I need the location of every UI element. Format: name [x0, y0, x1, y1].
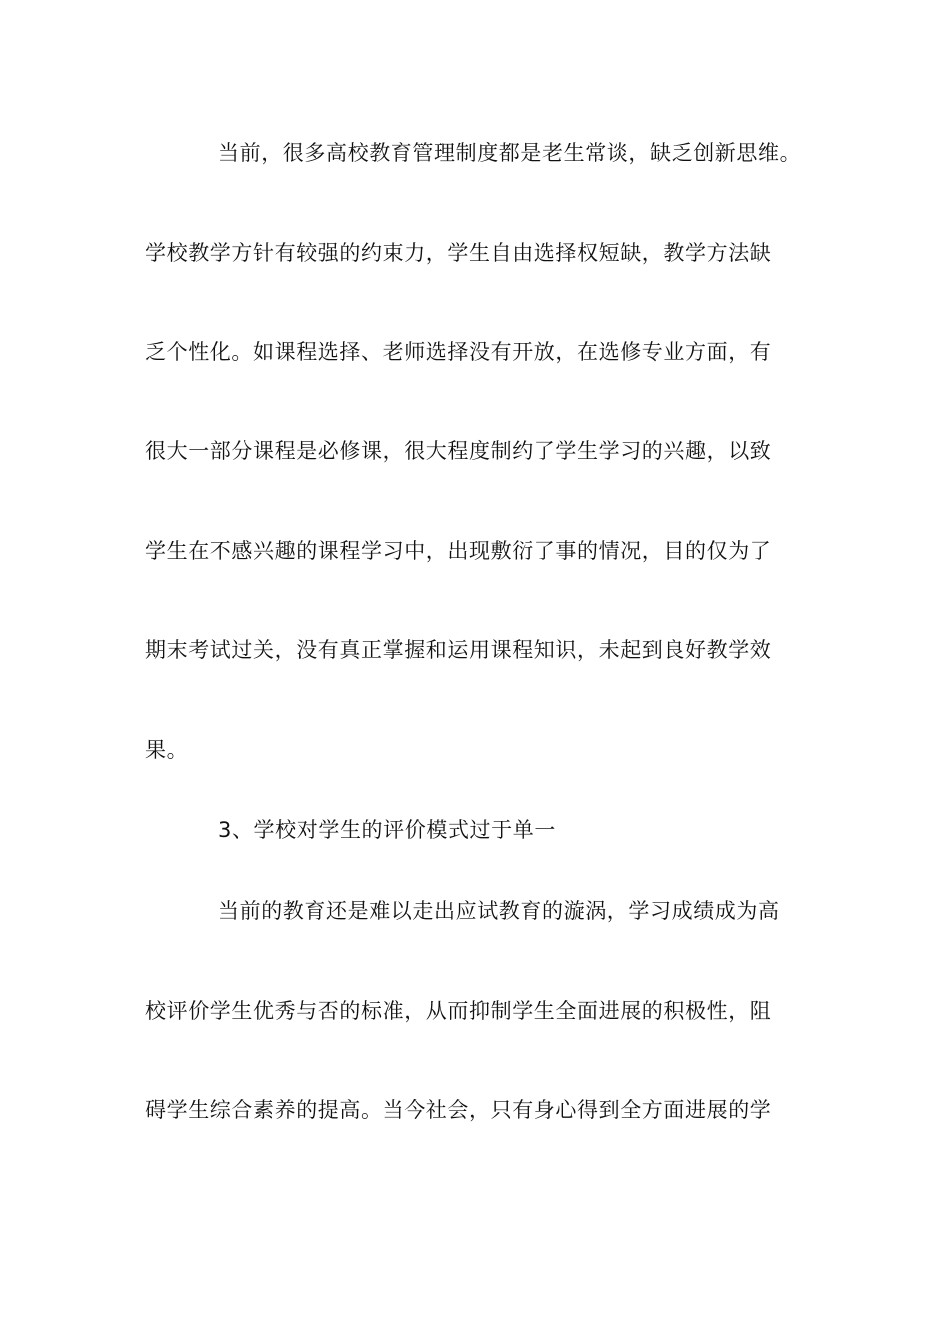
paragraph-1-line-5: 学生在不感兴趣的课程学习中，出现敷衍了事的情况，目的仅为了 — [145, 539, 772, 563]
paragraph-2-line-1: 当前的教育还是难以走出应试教育的漩涡，学习成绩成为高 — [218, 899, 780, 923]
paragraph-1-line-2: 学校教学方针有较强的约束力，学生自由选择权短缺，教学方法缺 — [145, 241, 772, 265]
paragraph-2-line-3: 碍学生综合素养的提高。当今社会，只有身心得到全方面进展的学 — [145, 1098, 772, 1122]
paragraph-1-line-3: 乏个性化。如课程选择、老师选择没有开放，在选修专业方面，有 — [145, 340, 772, 364]
paragraph-1-line-1: 当前，很多高校教育管理制度都是老生常谈，缺乏创新思维。 — [218, 141, 802, 165]
paragraph-2-line-2: 校评价学生优秀与否的标准，从而抑制学生全面进展的积极性，阻 — [145, 999, 772, 1023]
section-heading: 3、学校对学生的评价模式过于单一 — [218, 818, 556, 842]
paragraph-1-line-6: 期末考试过关，没有真正掌握和运用课程知识，未起到良好教学效 — [145, 638, 772, 662]
paragraph-1-line-7: 果。 — [145, 738, 189, 762]
paragraph-1-line-4: 很大一部分课程是必修课，很大程度制约了学生学习的兴趣，以致 — [145, 439, 772, 463]
